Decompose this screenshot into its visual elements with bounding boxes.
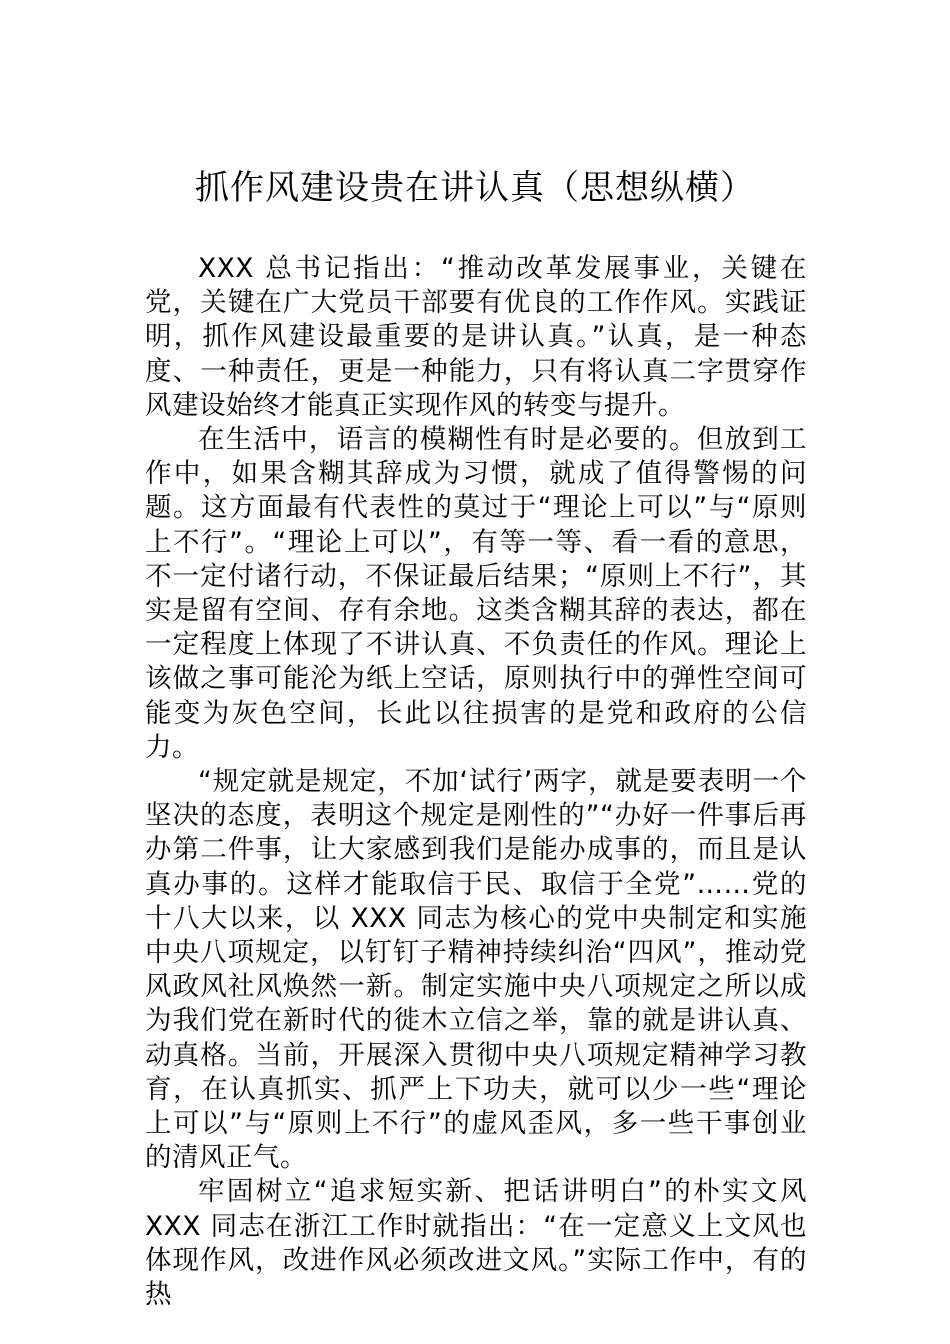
paragraph: “规定就是规定，不加‘试行’两字，就是要表明一个坚决的态度，表明这个规定是刚性的”“办好一件事后再办第二件事，让大家感到我们是能办成事的，而且是认真办事的。这样才能取信于民、取信于全党”……党的十八大以来，以 XXX 同志为核心的党中央制定和实施中央八项规定，以钉钉子精神持续纠治“四风”，推动党风政风社风焕然一新。制定实施中央八项规定之所以成为我们党在新时代的徙木立信之举，靠的就是讲认真、动真格。当前，开展深入贯彻中央八项规定精神学习教育，在认真抓实、抓严上下功夫，就可以少一些“理论上可以”与“原则上不行”的虚风歪风，多一些干事创业的清风正气。: [145, 766, 807, 1174]
document-title: 抓作风建设贵在讲认真（思想纵横）: [195, 168, 755, 208]
paragraph: 牢固树立“追求短实新、把话讲明白”的朴实文风XXX 同志在浙江工作时就指出：“在一定意义上文风也体现作风，改进作风必须改进文风。”实际工作中，有的热: [145, 1176, 807, 1311]
paragraph: 在生活中，语言的模糊性有时是必要的。但放到工作中，如果含糊其辞成为习惯，就成了值得警惕的问题。这方面最有代表性的莫过于“理论上可以”与“原则上不行”。“理论上可以”，有等一等、看一看的意思，不一定付诸行动，不保证最后结果；“原则上不行”，其实是留有空间、存有余地。这类含糊其辞的表达，都在一定程度上体现了不讲认真、不负责任的作风。理论上该做之事可能沦为纸上空话，原则执行中的弹性空间可能变为灰色空间，长此以往损害的是党和政府的公信力。: [145, 424, 807, 763]
paragraph: XXX 总书记指出：“推动改革发展事业，关键在党，关键在广大党员干部要有优良的工作作风。实践证明，抓作风建设最重要的是讲认真。”认真，是一种态度、一种责任，更是一种能力，只有将认真二字贯穿作风建设始终才能真正实现作风的转变与提升。: [145, 253, 807, 421]
document-body: [145, 252, 807, 1312]
